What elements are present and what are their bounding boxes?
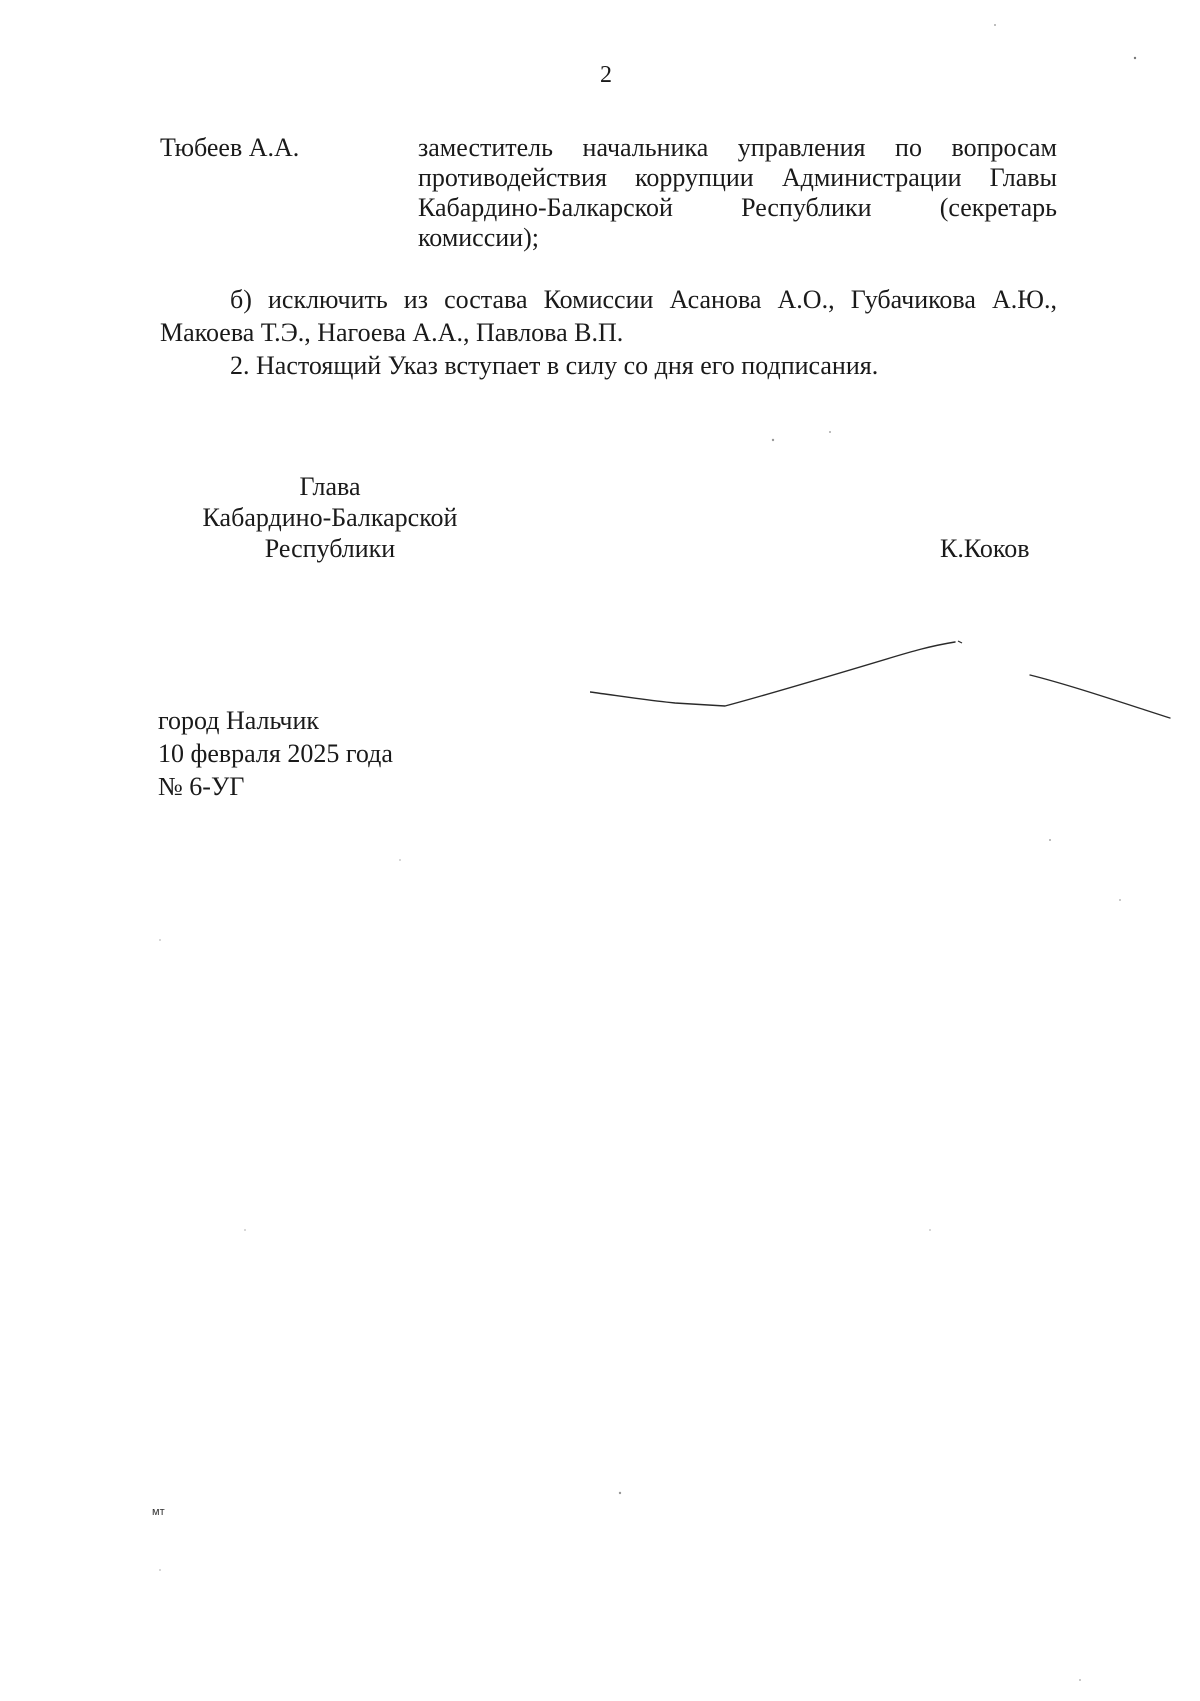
decree-date: 10 февраля 2025 года xyxy=(158,739,393,768)
city: город Нальчик xyxy=(158,706,320,735)
signatory-title-line: Кабардино-Балкарской xyxy=(202,503,458,532)
exclude-paragraph: б) исключить из состава Комиссии Асанова А.О., Губачикова А.Ю., Макоева Т.Э., Нагоева А.А., Павлова В.П. xyxy=(160,285,1057,347)
signatory-title-line: Глава xyxy=(299,472,361,501)
executor-initials: мт xyxy=(152,1506,165,1518)
signatory-name: К.Коков xyxy=(940,534,1030,563)
signatory-title-line: Республики xyxy=(264,534,396,563)
effective-paragraph: 2. Настоящий Указ вступает в силу со дня его подписания. xyxy=(230,351,879,380)
decree-number: № 6-УГ xyxy=(158,772,245,801)
member-name: Тюбеев А.А. xyxy=(160,133,300,162)
member-role: заместитель начальника управления по вопросам противодействия коррупции Администрации Главы Кабардино-Балкарской Республики (секретарь комиссии); xyxy=(418,133,1057,252)
page-number: 2 xyxy=(600,62,612,88)
